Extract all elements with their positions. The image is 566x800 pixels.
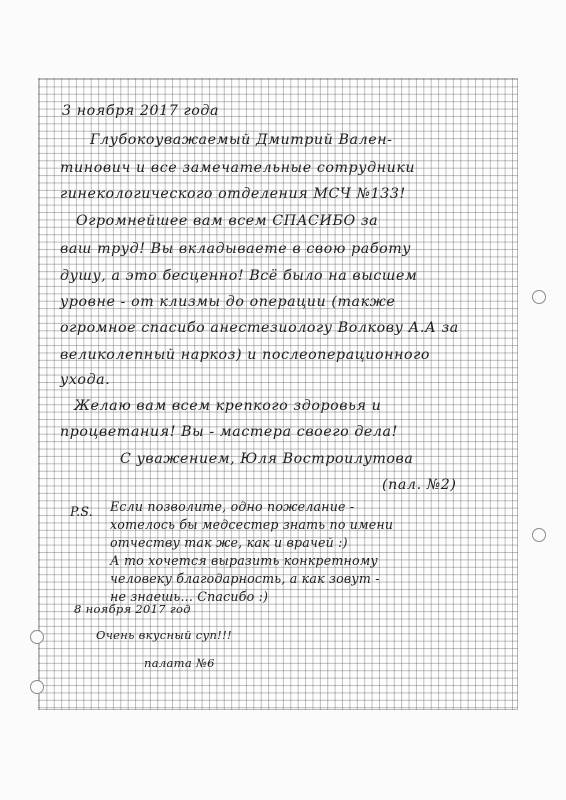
punch-hole xyxy=(532,290,546,304)
ward-number: (пал. №2) xyxy=(382,477,457,493)
note-date: 8 ноября 2017 год xyxy=(74,602,191,616)
letter-line: Огромнейшее вам всем СПАСИБО за xyxy=(76,213,379,229)
letter-line: гинекологического отделения МСЧ №133! xyxy=(60,186,406,202)
letter-line: процветания! Вы - мастера своего дела! xyxy=(60,424,398,440)
letter-line: огромное спасибо анестезиологу Волкову А.А за xyxy=(60,320,459,336)
letter-line: великолепный наркоз) и послеоперационного xyxy=(60,347,431,363)
letter-date: 3 ноября 2017 года xyxy=(62,103,220,119)
letter-line: Желаю вам всем крепкого здоровья и xyxy=(74,398,382,414)
punch-hole xyxy=(30,630,44,644)
punch-hole xyxy=(30,680,44,694)
signoff: С уважением, Юля Востроилутова xyxy=(120,451,414,467)
letter-line: Глубокоуважаемый Дмитрий Вален- xyxy=(90,132,393,148)
ps-line: человеку благодарность, а как зовут - xyxy=(110,571,380,586)
note-text: Очень вкусный суп!!! xyxy=(96,628,232,642)
letter-line: ухода. xyxy=(60,372,111,388)
letter-line: ваш труд! Вы вкладываете в свою работу xyxy=(60,241,412,257)
letter-line: душу, а это бесценно! Всё было на высшем xyxy=(60,268,418,284)
letter-line: уровне - от клизмы до операции (также xyxy=(60,294,396,310)
ps-line: Если позволите, одно пожелание - xyxy=(110,499,355,514)
letter-line: тинович и все замечательные сотрудники xyxy=(60,160,416,176)
ps-line: отчеству так же, как и врачей :) xyxy=(110,535,348,550)
note-ward: палата №6 xyxy=(144,656,215,670)
ps-label: P.S. xyxy=(70,504,93,519)
ps-line: не знаешь... Спасибо :) xyxy=(110,589,269,604)
ps-line: хотелось бы медсестер знать по имени xyxy=(110,517,394,532)
ps-line: А то хочется выразить конкретному xyxy=(110,553,378,568)
punch-hole xyxy=(532,528,546,542)
